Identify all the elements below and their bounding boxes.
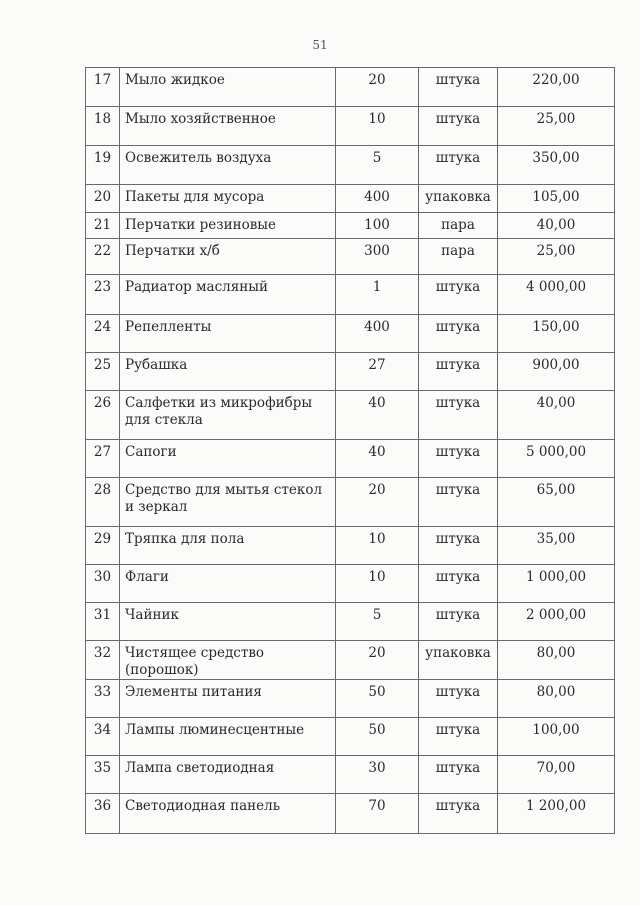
item-unit: штука xyxy=(419,391,498,440)
item-unit: штука xyxy=(419,794,498,834)
item-name: Салфетки из микрофибры для стекла xyxy=(120,391,336,440)
item-unit: штука xyxy=(419,478,498,527)
table-row xyxy=(86,315,615,353)
table-row xyxy=(86,107,615,146)
item-price: 40,00 xyxy=(498,213,615,239)
row-number: 30 xyxy=(86,565,120,603)
item-name: Лампы люминесцентные xyxy=(120,718,336,756)
item-price: 4 000,00 xyxy=(498,275,615,315)
item-name: Чистящее средство (порошок) xyxy=(120,641,336,680)
item-quantity: 10 xyxy=(336,527,419,565)
item-unit: штука xyxy=(419,275,498,315)
item-quantity: 5 xyxy=(336,603,419,641)
item-name: Перчатки х/б xyxy=(120,239,336,275)
item-unit: штука xyxy=(419,756,498,794)
table-row xyxy=(86,680,615,718)
row-number: 35 xyxy=(86,756,120,794)
item-quantity: 10 xyxy=(336,107,419,146)
item-quantity: 27 xyxy=(336,353,419,391)
item-price: 1 200,00 xyxy=(498,794,615,834)
row-number: 28 xyxy=(86,478,120,527)
item-name: Элементы питания xyxy=(120,680,336,718)
item-price: 40,00 xyxy=(498,391,615,440)
item-quantity: 1 xyxy=(336,275,419,315)
row-number: 18 xyxy=(86,107,120,146)
item-name: Пакеты для мусора xyxy=(120,185,336,213)
item-unit: штука xyxy=(419,440,498,478)
item-quantity: 40 xyxy=(336,440,419,478)
table-row xyxy=(86,185,615,213)
item-name: Освежитель воздуха xyxy=(120,146,336,185)
item-price: 1 000,00 xyxy=(498,565,615,603)
item-quantity: 300 xyxy=(336,239,419,275)
item-price: 150,00 xyxy=(498,315,615,353)
item-name: Светодиодная панель xyxy=(120,794,336,834)
row-number: 36 xyxy=(86,794,120,834)
item-name: Чайник xyxy=(120,603,336,641)
item-unit: штука xyxy=(419,565,498,603)
table-row xyxy=(86,146,615,185)
item-unit: штука xyxy=(419,353,498,391)
table-row xyxy=(86,794,615,834)
item-price: 100,00 xyxy=(498,718,615,756)
table-row xyxy=(86,391,615,440)
item-price: 80,00 xyxy=(498,680,615,718)
item-unit: упаковка xyxy=(419,185,498,213)
item-price: 65,00 xyxy=(498,478,615,527)
row-number: 19 xyxy=(86,146,120,185)
item-name: Лампа светодиодная xyxy=(120,756,336,794)
item-unit: пара xyxy=(419,213,498,239)
item-quantity: 400 xyxy=(336,315,419,353)
item-price: 220,00 xyxy=(498,68,615,107)
row-number: 33 xyxy=(86,680,120,718)
row-number: 31 xyxy=(86,603,120,641)
item-unit: штука xyxy=(419,527,498,565)
item-name: Сапоги xyxy=(120,440,336,478)
item-quantity: 20 xyxy=(336,641,419,680)
item-price: 80,00 xyxy=(498,641,615,680)
table-row xyxy=(86,718,615,756)
table-row xyxy=(86,213,615,239)
item-name: Перчатки резиновые xyxy=(120,213,336,239)
item-name: Тряпка для пола xyxy=(120,527,336,565)
item-price: 105,00 xyxy=(498,185,615,213)
row-number: 25 xyxy=(86,353,120,391)
item-quantity: 20 xyxy=(336,478,419,527)
table-row xyxy=(86,239,615,275)
table-row xyxy=(86,565,615,603)
item-quantity: 50 xyxy=(336,680,419,718)
table-row xyxy=(86,756,615,794)
item-quantity: 70 xyxy=(336,794,419,834)
row-number: 21 xyxy=(86,213,120,239)
item-price: 350,00 xyxy=(498,146,615,185)
item-name: Мыло жидкое xyxy=(120,68,336,107)
table-row xyxy=(86,353,615,391)
item-quantity: 50 xyxy=(336,718,419,756)
item-quantity: 100 xyxy=(336,213,419,239)
table-row xyxy=(86,275,615,315)
row-number: 27 xyxy=(86,440,120,478)
page-number: 51 xyxy=(312,38,328,52)
item-price: 5 000,00 xyxy=(498,440,615,478)
item-quantity: 40 xyxy=(336,391,419,440)
row-number: 34 xyxy=(86,718,120,756)
row-number: 29 xyxy=(86,527,120,565)
item-unit: штука xyxy=(419,603,498,641)
item-unit: штука xyxy=(419,718,498,756)
row-number: 17 xyxy=(86,68,120,107)
table-row xyxy=(86,478,615,527)
row-number: 24 xyxy=(86,315,120,353)
item-price: 70,00 xyxy=(498,756,615,794)
item-price: 900,00 xyxy=(498,353,615,391)
item-name: Средство для мытья стекол и зеркал xyxy=(120,478,336,527)
items-table xyxy=(85,67,615,834)
item-unit: штука xyxy=(419,146,498,185)
item-quantity: 10 xyxy=(336,565,419,603)
item-quantity: 20 xyxy=(336,68,419,107)
item-price: 25,00 xyxy=(498,239,615,275)
item-unit: пара xyxy=(419,239,498,275)
item-quantity: 5 xyxy=(336,146,419,185)
item-name: Репелленты xyxy=(120,315,336,353)
item-unit: штука xyxy=(419,315,498,353)
row-number: 23 xyxy=(86,275,120,315)
item-name: Мыло хозяйственное xyxy=(120,107,336,146)
row-number: 22 xyxy=(86,239,120,275)
item-quantity: 30 xyxy=(336,756,419,794)
row-number: 20 xyxy=(86,185,120,213)
item-price: 25,00 xyxy=(498,107,615,146)
table-row xyxy=(86,527,615,565)
item-name: Флаги xyxy=(120,565,336,603)
table-row xyxy=(86,603,615,641)
item-name: Радиатор масляный xyxy=(120,275,336,315)
item-unit: упаковка xyxy=(419,641,498,680)
table-row xyxy=(86,440,615,478)
item-name: Рубашка xyxy=(120,353,336,391)
row-number: 32 xyxy=(86,641,120,680)
item-price: 35,00 xyxy=(498,527,615,565)
table-row xyxy=(86,68,615,107)
row-number: 26 xyxy=(86,391,120,440)
table-row xyxy=(86,641,615,680)
item-unit: штука xyxy=(419,68,498,107)
item-unit: штука xyxy=(419,680,498,718)
item-unit: штука xyxy=(419,107,498,146)
item-price: 2 000,00 xyxy=(498,603,615,641)
item-quantity: 400 xyxy=(336,185,419,213)
